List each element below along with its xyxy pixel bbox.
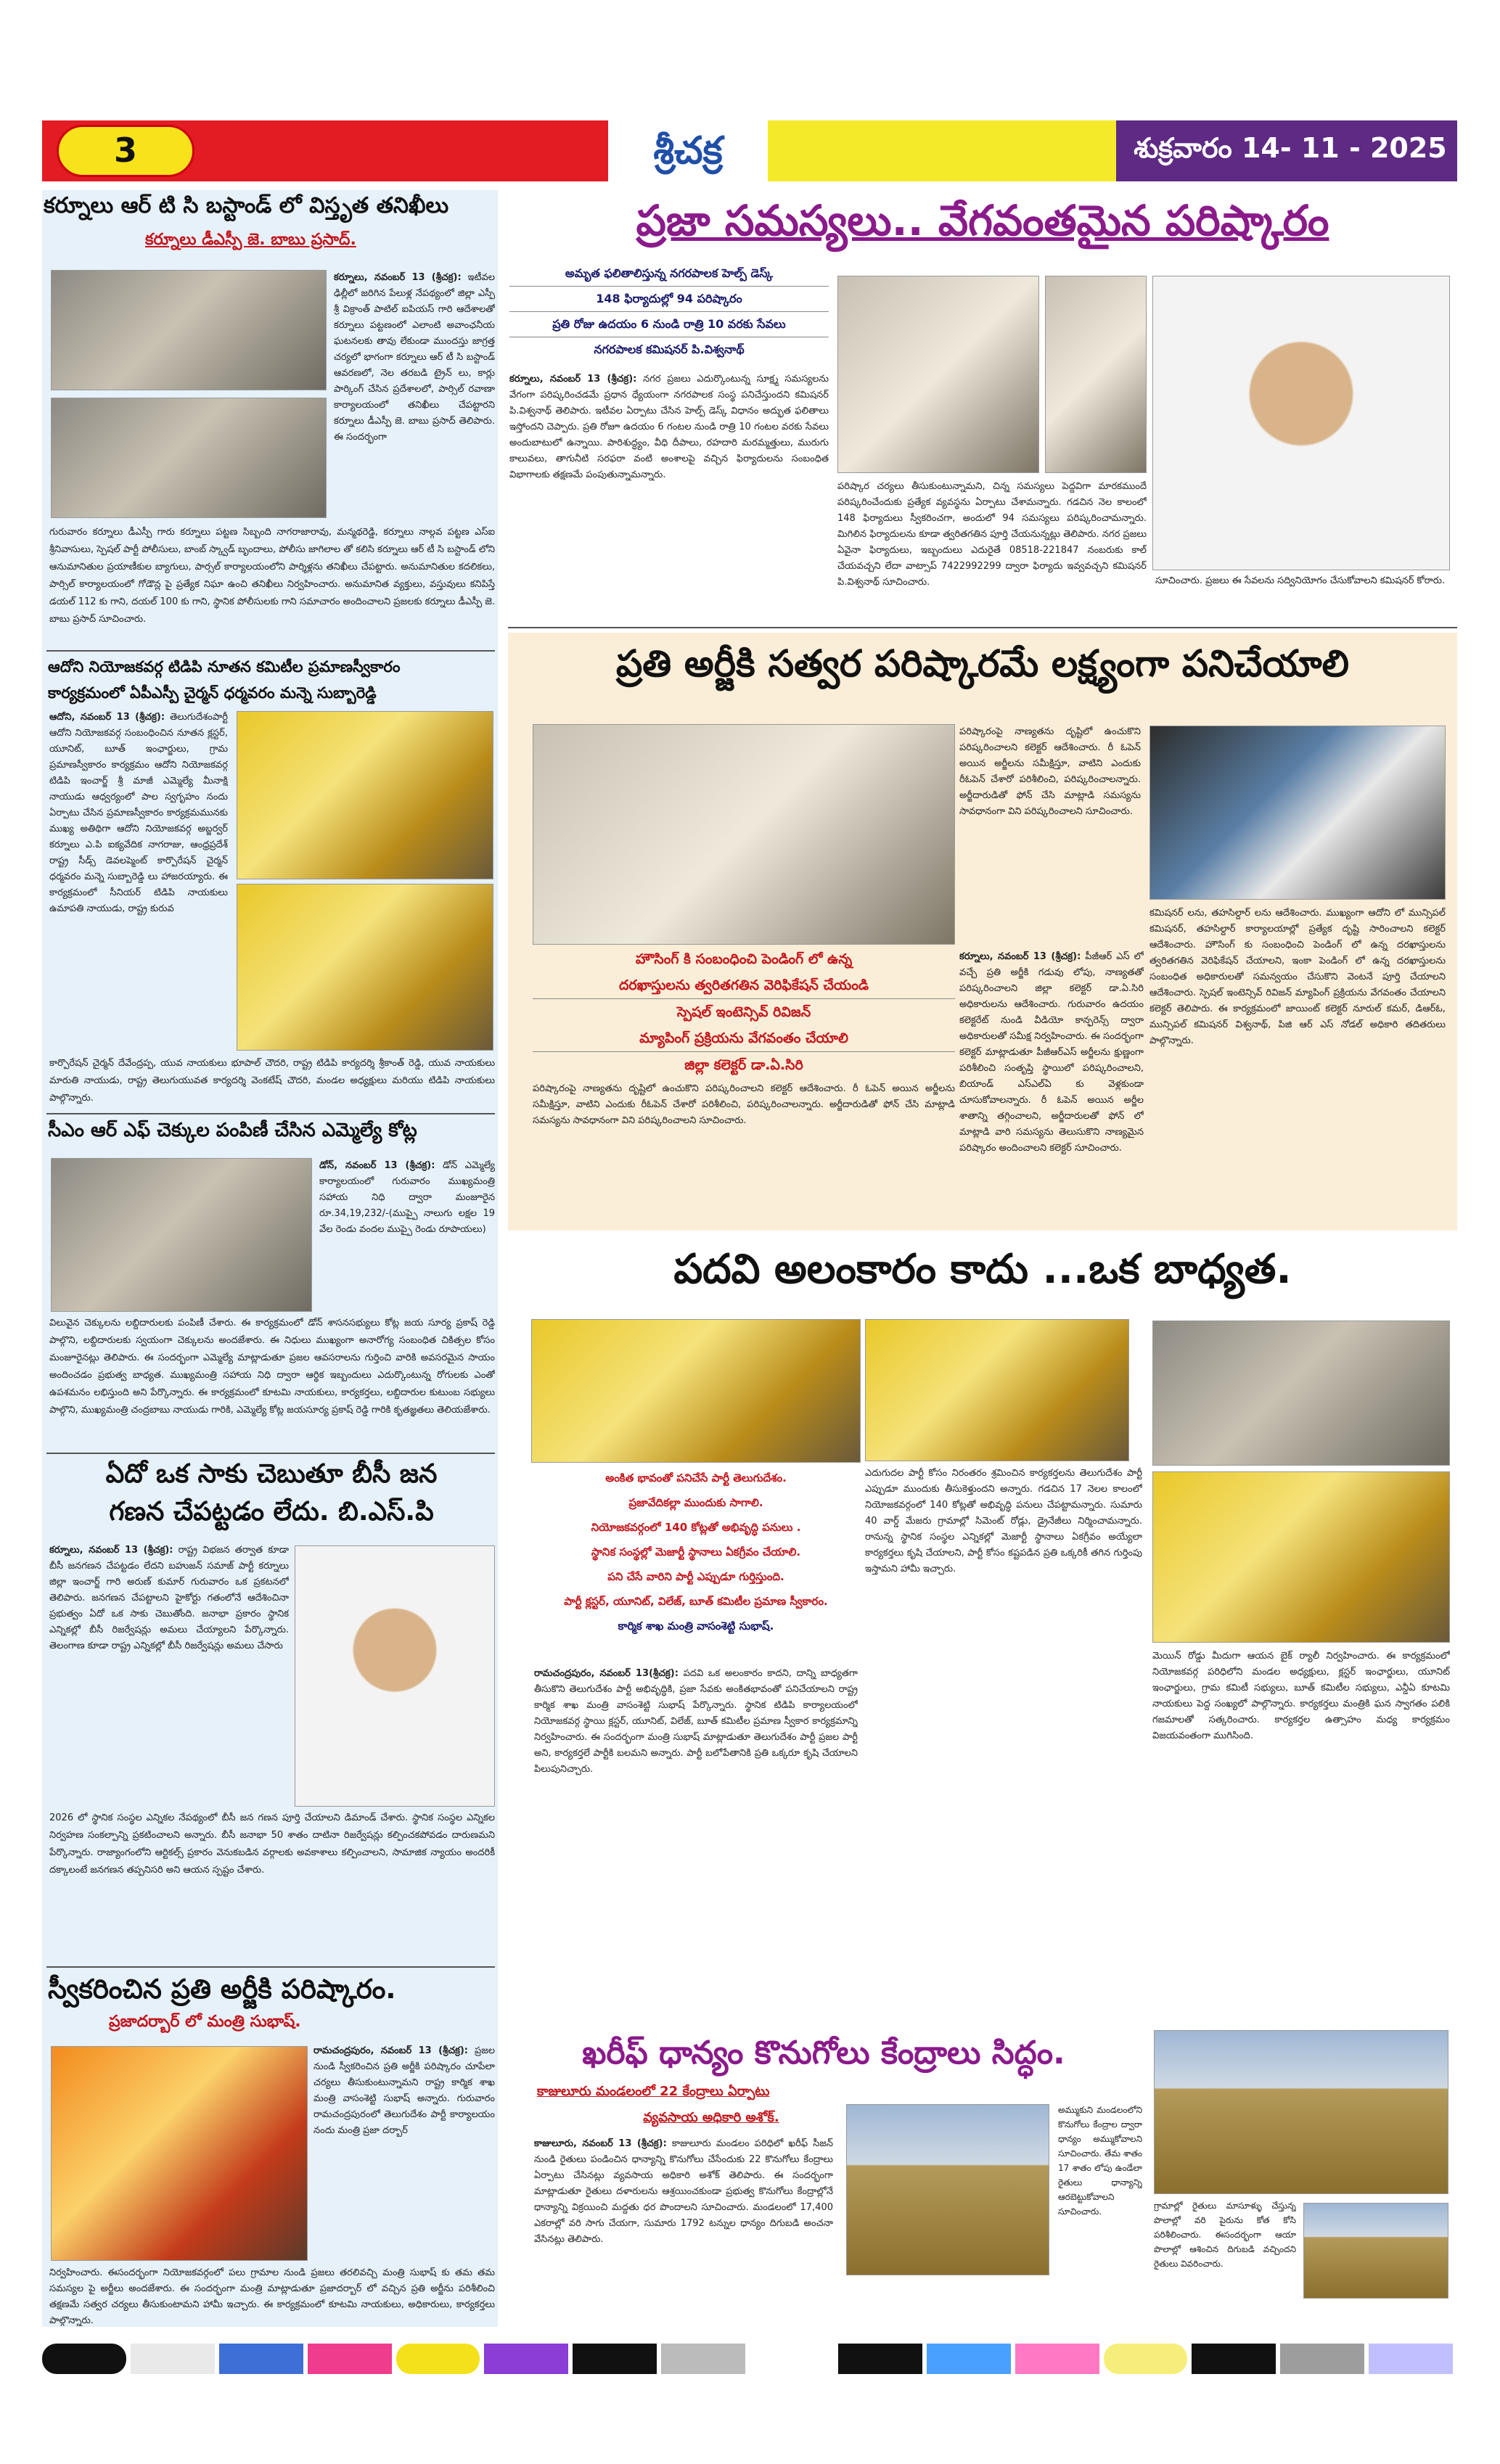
kharif-body-text: కాజులూరు మండలం పరిధిలో ఖరీఫ్ సీజన్ నుండి రైతులు పండించిన ధాన్యాన్ని కొనుగోలు చేసేందుకు 22 కొనుగోలు కేంద్రాలు ఏర్పాటు చేసినట్లు వ్యవసాయ అధికారి అశోక్ తెలిపారు. ఈ సందర్భంగా మాట్లాడుతూ రైతులు దళారులను ఆశ్రయించకుండా ప్రభుత్వ కొనుగోలు కేంద్రాల్లోనే ధాన్యాన్ని విక్రయించి మద్దతు ధర పొందాలని సూచించారు. మండలంలో 17,400 ఎకరాల్లో వరి సాగు చేయగా, సుమారు 1792 టన్నుల ధాన్యం దిగుబడి అంచనా వేసినట్లు తెలిపారు. [534, 2138, 833, 2245]
collector-info-line-4: మ్యాపింగ్ ప్రక్రియను వేగవంతం చేయాలి [533, 1025, 955, 1052]
collector-dateline: కర్నూలు, నవంబర్ 13 (శ్రీచక్ర): [959, 951, 1081, 962]
a1-side-text [334, 270, 495, 520]
a4-headline-1: ఏదో ఒక సాకు చెబుతూ బీసీ జన [105, 1459, 438, 1489]
a4-photo [295, 1545, 495, 1807]
a5-side-text [313, 2043, 495, 2261]
a5-subheadline: ప్రజాదర్బార్ లో మంత్రి సుభాష్. [109, 2013, 301, 2031]
banner-photo-caption: సూచించారు. ప్రజలు ఈ సేవలను సద్వినియోగం చేసుకోవాలని కమిషనర్ కోరారు. [1155, 575, 1446, 586]
left-divider-2 [46, 1113, 495, 1114]
footer-color-cell [838, 2344, 922, 2374]
duty-info-line-1: అంకిత భావంతో పనిచేసే పార్టీ తెలుగుదేశం. [605, 1471, 787, 1484]
a4-side-body: రాష్ట్ర విభజన తర్వాత కూడా బీసీ జనగణన చేపట్టడం లేదని బహుజన్ సమాజ్ పార్టీ కర్నూలు జిల్లా ఇంచార్జ్ గారి అరుణ్ కుమార్ గురువారం ఒక ప్రకటనలో తెలిపారు. జనగణన చేపట్టాలని హైకోర్టు గతంలోనే ఆదేశించినా ప్రభుత్వం ఏదో ఒక సాకు చెబుతోంది. జనాభా ప్రకారం స్థానిక ఎన్నికల్లో బీసీ రిజర్వేషన్లు అమలు చేయ్యాలని పేర్కొన్నారు. తెలంగాణ కూడా రాష్ట్ర ఎన్నికల్లో బీసీ రిజర్వేషన్లు అమలు చేసారు [49, 1545, 289, 1651]
left-divider-4 [46, 1966, 495, 1968]
duty-info-line-6: పార్టీ క్లస్టర్, యూనిట్, విలేజ్, బూత్ కమిటీల ప్రమాణ స్వీకారం. [564, 1595, 828, 1608]
collector-info-line-1: హౌసింగ్ కి సంబంధించి పెండింగ్ లో ఉన్న [635, 951, 853, 967]
a5-body: నిర్వహించారు. ఈసందర్భంగా నియోజకవర్గంలో పలు గ్రామాల నుండి ప్రజలు తరలివచ్చి మంత్రి సుభాష్ కు తమ తమ సమస్యల పై అర్జీలు అందజేశారు. ఈ సందర్భంగా మంత్రి మాట్లాడుతూ ప్రజాదర్బార్ లో వచ్చిన ప్రతి అర్జీను పరిశీలించి తక్షణమే సత్వర చర్యలు తీసుకుంటామని హామీ ఇచ్చారు. ఈ కార్యక్రమంలో కూటమి నాయకులు, అధికారులు, కార్యకర్తలు పాల్గొన్నారు. [49, 2267, 495, 2326]
duty-info-line-3: నియోజకవర్గంలో 140 కోట్లతో అభివృద్ధి పనులు . [591, 1521, 801, 1534]
duty-info-line-7: కార్మిక శాఖ మంత్రి వాసంశెట్టి సుభాష్. [618, 1619, 774, 1633]
banner-info-line-3: ప్రతి రోజు ఉదయం 6 నుండి రాత్రి 10 వరకు సేవలు [509, 312, 829, 337]
a1-photo-bottom [51, 398, 327, 518]
collector-photo-screen [1149, 726, 1446, 900]
kharif-right-text: గ్రామాల్లో రైతులు మాసూళ్ళు చేస్తున్న పొలాల్లో వరి పైరును కోత కోసి పరిశీలించారు. ఈసందర్భంగా ఆయా పొలాల్లో ఆశించిన దిగుబడి వచ్చిందని రైతులు వివరించారు. [1154, 2201, 1296, 2269]
duty-photo-2 [865, 1319, 1129, 1461]
collector-side-text: కమిషనర్ లను, తహసిల్దార్ లను ఆదేశించారు. ముఖ్యంగా ఆదోని లో మున్సిపల్ కమిషనర్, తహసిల్దార్ కార్యాలయాల్లో ప్రత్యేక దృష్టి సారించాలని కలెక్టర్ ఆదేశించారు. హౌసింగ్ కు సంబంధించి పెండింగ్ లో ఉన్న దరఖాస్తులను త్వరితగతిన వెరిఫికేషన్ చేయాలని, ఇంకా పెండింగ్ లో ఉన్న దరఖాస్తులను సంబంధిత అధికారులతో సమన్వయం చేసుకొని వెంటనే పూర్తి చేయాలని ఆదేశించారు. స్పెషల్ ఇంటెన్సివ్ రివిజన్ మ్యాపింగ్ ప్రక్రియను వేగవంతం చేయాలని కలెక్టర్ తెలిపారు. ఈ కార్యక్రమంలో జాయింట్ కలెక్టర్ నూరుల్ కమర్, డిఆర్ఓ, మున్సిపల్ కమిషనర్ విశ్వనాథ్, పిజి ఆర్ ఎస్ నోడల్ అధికారి తదితరులు పాల్గొన్నారు. [1149, 908, 1446, 1046]
duty-dateline: రామచంద్రపురం, నవంబర్ 13(శ్రీచక్ర): [534, 1668, 679, 1679]
footer-color-band [42, 2344, 1457, 2374]
banner-info-box [509, 261, 829, 369]
footer-color-cell [484, 2344, 568, 2374]
footer-color-cell [1280, 2344, 1364, 2374]
collector-info-box [533, 946, 955, 1077]
a1-headline: కర్నూలు ఆర్ టి సి బస్టాండ్ లో విస్తృత తనిఖీలు [44, 193, 449, 218]
kharif-photo-1 [846, 2104, 1049, 2275]
a2-photo-top [237, 711, 493, 879]
footer-color-cell [750, 2344, 834, 2374]
a3-headline: సీఎం ఆర్ ఎఫ్ చెక్కుల పంపిణీ చేసిన ఎమ్మెల్యే కోట్ల [48, 1120, 417, 1141]
footer-color-cell [308, 2344, 392, 2374]
banner-info-line-4: నగరపాలక కమిషనర్ పి.విశ్వనాథ్ [594, 342, 745, 356]
collector-title: ప్రతి అర్జీకి సత్వర పరిష్కారమే లక్ష్యంగా పనిచేయాలి [616, 643, 1349, 686]
logo: శ్రీచక్ర [608, 120, 768, 181]
duty-info-line-5: పని చేసే వారిని పార్టీ ఎప్పుడూ గుర్తిస్తుంది. [607, 1570, 784, 1583]
duty-info-box [534, 1466, 858, 1662]
footer-color-cell [661, 2344, 745, 2374]
banner-body-left [509, 371, 829, 621]
a3-side-body: డోన్ ఎమ్మెల్యే కార్యాలయంలో గురువారం ముఖ్యమంత్రి సహాయ నిధి ద్వారా మంజూరైన రూ.34,19,232/-(ముప్పై నాలుగు లక్షల 19 వేల రెండు వందల ముప్పై రెండు రూపాయలు) [319, 1160, 495, 1235]
banner-info-line-1: అమృత ఫలితాలిస్తున్న నగరపాలక హెల్ప్ డెస్క్ [509, 261, 829, 287]
collector-photo-meeting [533, 724, 955, 945]
kharif-photo-3 [1303, 2203, 1448, 2299]
duty-body-mid: ఎదుగుదల పార్టీ కోసం నిరంతరం శ్రమించిన కార్యకర్తలను తెలుగుదేశం పార్టీ ఎప్పుడూ ముందుకు తీసుకెళ్తుందని అన్నారు. గడచిన 17 నెలల కాలంలో నియోజకవర్గంలో 140 కోట్లతో అభివృద్ధి పనులు చేపట్టామన్నారు. సుమారు 40 వార్డ్ మేజరు గ్రామాల్లో సిమెంట్ రోడ్లు, డ్రైనేజీలు నిర్మించామన్నారు. రానున్న స్థానిక సంస్థల ఎన్నికల్లో మెజార్టీ స్థానాలు ఏకగ్రీవం అయ్యేలా కార్యకర్తలు కృషి చేయాలని, పార్టీ కోసం కష్టపడిన ప్రతి ఒక్కరికీ తగిన గుర్తింపు ఇస్తామని హామీ ఇచ్చారు. [865, 1468, 1142, 1574]
section-divider-1 [508, 627, 1457, 628]
masthead [42, 120, 1457, 181]
footer-color-cell [1192, 2344, 1276, 2374]
kharif-title: ఖరీఫ్ ధాన్యం కొనుగోలు కేంద్రాలు సిద్ధం. [582, 2034, 1065, 2071]
a3-photo [51, 1158, 312, 1312]
collector-mid-text: పరిష్కారంపై నాణ్యతను దృష్టిలో ఉంచుకొని పరిష్కరించాలని కలెక్టర్ ఆదేశించారు. రీ ఓపెన్ అయిన అర్జీలను సమీక్షిస్తూ, వాటిని ఎందుకు రీఓపెన్ చేశారో పరిశీలించి, పరిష్కరించాలన్నారు. అర్జీదారుడితో ఫోన్ చేసి మాట్లాడి సమస్యను సావధానంగా విని పరిష్కరించాలని సూచించారు. [959, 726, 1141, 817]
footer-color-cell [219, 2344, 303, 2374]
duty-photo-3 [1152, 1321, 1450, 1466]
a3-body: విలువైన చెక్కులను లబ్దిదారులకు పంపిణీ చేశారు. ఈ కార్యక్రమంలో డోన్ శాసనసభ్యులు కోట్ల జయ సూర్య ప్రకాష్ రెడ్డి పాల్గొని, లబ్దిదారులకు స్వయంగా చెక్కులను అందజేశారు. ఈ నిధులు ముఖ్యంగా అనారోగ్య సంబంధిత చికిత్సల కోసం మంజూరైనట్లు తెలిపారు. ఈ సందర్భంగా ఎమ్మెల్యే మాట్లాడుతూ ప్రజల ఆవసరాలను గుర్తించి వారికి అవసరమైన సాయం అందించడం ప్రభుత్వ బాధ్యత. ముఖ్యమంత్రి సహాయ నిధి ద్వారా ఆర్థిక ఇబ్బందులు ఎదుర్కొంటున్న రోగులకు ఎంతో ఉపశమనం లభిస్తుంది అని పేర్కొన్నారు. ఈ కార్యక్రమంలో కూటమి నాయకులు, కార్యకర్తలు, లబ్దిదారుల కుటుంబ సభ్యులు పాల్గొని, ముఖ్యమంత్రి చంద్రబాబు నాయుడు గారికి, ఎమ్మెల్యే కోట్ల జయసూర్య ప్రకాష్ రెడ్డి గారికి కృతజ్ఞతలు తెలియజేశారు. [49, 1318, 495, 1416]
a1-photo-top [51, 270, 327, 390]
duty-info-line-4: స్థానిక సంస్థల్లో మెజార్టీ స్థానాలు ఏకగ్రీవం చేయాలి. [591, 1545, 801, 1559]
left-divider-3 [46, 1453, 495, 1454]
footer-color-cell [396, 2344, 480, 2374]
footer-color-cell [573, 2344, 657, 2374]
a4-headline-2: గణన చేపట్టడం లేదు. బి.ఎస్.పి [109, 1497, 434, 1527]
duty-body-left-text: పదవి ఒక అలంకారం కాదని, దాన్ని బాధ్యతగా తీసుకొని తెలుగుదేశం పార్టీ అభివృద్ధికి, ప్రజా సేవకు అంకితభావంతో పనిచేయాలని రాష్ట్ర కార్మిక శాఖ మంత్రి వాసంశెట్టి సుభాష్ పేర్కొన్నారు. స్థానిక టిడిపి కార్యాలయంలో నియోజకవర్గ స్థాయి క్లస్టర్, యూనిట్, విలేజ్, బూత్ కమిటీల ప్రమాణ స్వీకార కార్యక్రమాన్ని నిర్వహించారు. ఈ సందర్భంగా మంత్రి సుభాష్ మాట్లాడుతూ తెలుగుదేశం పార్టీ ప్రజల పార్టీ అని, కార్యకర్తలే పార్టీకి బలమని అన్నారు. పార్టీ బలోపేతానికి ప్రతి ఒక్కరూ కృషి చేయాలని పిలుపునిచ్చారు. [534, 1668, 858, 1775]
footer-color-cell [42, 2344, 126, 2374]
kharif-subheadline-2: వ్యవసాయ అధికారి అశోక్. [643, 2110, 779, 2125]
banner-photo-commissioner [1152, 276, 1450, 570]
collector-body-left: పరిష్కారంపై నాణ్యతను దృష్టిలో ఉంచుకొని పరిష్కరించాలని కలెక్టర్ ఆదేశించారు. రీ ఓపెన్ అయిన అర్జీలను సమీక్షిస్తూ, వాటిని ఎందుకు రీఓపెన్ చేశారో పరిశీలించి, పరిష్కరించాలన్నారు. అర్జీదారుడితో ఫోన్ చేసి మాట్లాడి సమస్యను సావధానంగా విని పరిష్కరించాలని సూచించారు. [533, 1083, 955, 1126]
a2-headline-2: కార్యక్రమంలో ఏపీఎస్పీ చైర్మన్ ధర్మవరం మన్నె సుబ్బారెడ్డి [48, 684, 377, 702]
footer-color-cell [1104, 2344, 1188, 2374]
duty-info-line-2: ప్రజావేదికల్లా ముందుకు సాగాలి. [628, 1496, 763, 1509]
a3-side-text [319, 1158, 495, 1312]
collector-info-line-2: దరఖాస్తులను త్వరితగతిన వెరిఫికేషన్ చేయండి [533, 972, 955, 999]
a1-subheadline: కర్నూలు డీఎస్పీ జె. బాబు ప్రసాద్. [145, 231, 356, 249]
duty-photo-1 [531, 1319, 861, 1463]
banner-body-left-text: నగర ప్రజలు ఎదుర్కొంటున్న సూక్ష్మ సమస్యలను వేగంగా పరిష్కరించడమే ప్రధాన ధ్యేయంగా నగరపాలక సంస్థ పనిచేస్తుందని కమిషనర్ పి.విశ్వనాథ్ తెలిపారు. ఇటీవల ఏర్పాటు చేసిన హెల్ప్ డెస్క్ విధానం అద్భుత ఫలితాలు ఇస్తోందని చెప్పారు. ప్రతి రోజూ ఉదయం 6 గంటల నుండి రాత్రి 10 గంటల వరకు సేవలు అందుబాటులో ఉన్నాయి. పారిశుద్ధ్యం, వీధి దీపాలు, రహదారి మరమ్మత్తులు, మురుగు కాలువలు, తాగునీటి సరఫరా వంటి అంశాలపై వచ్చిన ఫిర్యాదులను సంబంధిత విభాగాలకు తక్షణమే పంపుతున్నామన్నారు. [509, 374, 829, 480]
a5-headline: స్వీకరించిన ప్రతి అర్జీకి పరిష్కారం. [48, 1974, 396, 2005]
a2-dateline: ఆదోని, నవంబర్ 13 (శ్రీచక్ర): [49, 712, 165, 723]
banner-photo-1 [837, 276, 1039, 473]
a5-side-body: ప్రజల నుండి స్వీకరించిన ప్రతి అర్జీకి పరిష్కారం చూపేలా చర్యలు తీసుకుంటున్నామని రాష్ట్ర కార్మిక శాఖ మంత్రి వాసంశెట్టి సుభాష్ అన్నారు. గురువారం రామచంద్రపురంలో తెలుగుదేశం పార్టీ కార్యాలయం నందు మంత్రి ప్రజా దర్బార్ [313, 2045, 495, 2136]
collector-body-text: పీజీఆర్ ఎస్ లో వచ్చే ప్రతి అర్జీకి గడువు లోపు, నాణ్యతతో పరిష్కరించాలని జిల్లా కలెక్టర్ డా.ఏ.సిరి అధికారులను ఆదేశించారు. గురువారం ఉదయం కలెక్టరేట్ నుండి వీడియో కాన్ఫరెన్స్ ద్వారా అధికారులతో సమీక్ష నిర్వహించారు. ఈ సందర్భంగా కలెక్టర్ మాట్లాడుతూ పీజీఆర్ఎస్ అర్జీలను క్షుణ్ణంగా పరిశీలించి సంతృప్తి స్థాయిలో పరిష్కరించాలని, బియాండ్ ఎస్ఎల్ఏ కు వెళ్లకుండా చూసుకోవాలన్నారు. రీ ఓపెన్ అయిన అర్జీల శాతాన్ని తగ్గించాలని, అర్జీదారులతో ఫోన్ లో మాట్లాడి వారి సమస్యను తెలుసుకొని నాణ్యమైన పరిష్కారం అందించాలని కలెక్టర్ సూచించారు. [959, 951, 1144, 1154]
footer-color-cell [1015, 2344, 1099, 2374]
a2-body: కార్పొరేషన్ చైర్మన్ దేవేంద్రప్ప, యువ నాయకులు భూపాల్ చౌదరి, రాష్ట్ర టిడిపి కార్యదర్శి శ్రీకాంత్ రెడ్డి, యువ నాయకులు మారుతి నాయుడు, రాష్ట్ర తెలుగుయువత కార్యదర్శి వెంకటేష్ చౌదరి, మండల అధ్యక్షులు మరియు టిడిపి నాయకులు పాల్గొన్నారు. [49, 1058, 495, 1104]
footer-color-cell [131, 2344, 215, 2374]
issue-date: శుక్రవారం 14- 11 - 2025 [1134, 132, 1447, 164]
a2-side-body: తెలుగుదేశంపార్టీ ఆదోని నియోజకవర్గ సంబంధించిన నూతన క్లస్టర్, యూనిట్, బూత్ ఇంఛార్జులు, గ్రామ ప్రమాణస్వీకారం కార్యక్రమం ఆదోని నియోజకవర్గ టిడిపి ఇంచార్జ్ శ్రీ మాజీ ఎమ్మెల్యే మీనాక్షి నాయుడు ఆధ్వర్యంలో పాల స్వగృహం నందు ఏర్పాటు చేసిన ప్రమాణస్వీకారం కార్యక్రమమునకు ముఖ్య అతిథిగా ఆదోని నియోజకవర్గ అబ్జర్వర్ కర్నూలు ఎ.పి ఐక్యవేదిక నాగరాజు, ఆంధ్రప్రదేశ్ రాష్ట్ర సీడ్స్ డెవలప్మెంట్ కార్పొరేషన్ చైర్మన్ ధర్మవరం మన్నె సుబ్బారెడ్డి లు హాజరయ్యారు. ఈ కార్యక్రమంలో సీనియర్ టిడిపి నాయకులు ఉమాపతి నాయుడు, రాష్ట్ర కురువ [49, 712, 228, 914]
page-number: 3 [113, 131, 137, 170]
a4-dateline: కర్నూలు, నవంబర్ 13 (శ్రీచక్ర): [49, 1545, 173, 1556]
a3-dateline: డోన్, నవంబర్ 13 (శ్రీచక్ర): [319, 1160, 435, 1171]
kharif-body [534, 2136, 833, 2328]
a4-body: 2026 లో స్థానిక సంస్థల ఎన్నికల నేపథ్యంలో బీసీ జన గణన పూర్తి చేయాలని డిమాండ్ చేశారు. స్థానిక సంస్థల ఎన్నికల నిర్వహణ సంకల్పాన్ని ప్రకటించాలని అన్నారు. బీసీ జనాభా 50 శాతం దాటినా రిజర్వేషన్లు కల్పించకపోవడం దారుణమని పేర్కొన్నారు. రాజ్యాంగంలోని ఆర్టికల్స్ ప్రకారం వెనుకబడిన వర్గాలకు అవకాశాలు కల్పించాలని, సామాజిక న్యాయం అందరికీ దక్కాలంటే జనగణన తప్పనిసరి అని ఆయన స్పష్టం చేశారు. [49, 1812, 495, 1876]
banner-dateline: కర్నూలు, నవంబర్ 13 (శ్రీచక్ర): [509, 374, 637, 385]
kharif-dateline: కాజులూరు, నవంబర్ 13 (శ్రీచక్ర): [534, 2138, 667, 2149]
duty-photo-4 [1152, 1471, 1450, 1643]
a2-side-text [49, 710, 228, 1051]
kharif-mid-text: అమ్ముకుని మండలంలోని కొనుగోలు కేంద్రాల ద్వారా ధాన్యం అమ్ముకోవాలని సూచించారు. తేమ శాతం 17 శాతం లోపు ఉండేలా రైతులు ధాన్యాన్ని ఆరబెట్టుకోవాలని సూచించారు. [1058, 2105, 1142, 2217]
a5-photo [51, 2046, 308, 2261]
a1-side-body: ఇటీవల ఢిల్లీలో జరిగిన పేలుళ్ల నేపథ్యంలో జిల్లా ఎస్పీ శ్రీ విక్రాంత్ పాటిల్ ఐపియస్ గారి ఆదేశాలతో కర్నూలు పట్టణంలో ఎలాంటి అవాంఛనీయ ఘటనలకు తావు లేకుండా ముందస్తు జాగ్రత్త చర్యలో భాగంగా కర్నూలు ఆర్ టీ సి బస్టాండ్ ఆవరణలో, నెల తరబడి ట్రైన్ లు, కార్లు పార్కింగ్ చేసిన ప్రదేశాలలో, పార్సిల్ రవాణా కార్యాలయంలో తనిఖీలు చేపట్టారని కర్నూలు డీఎస్పీ జె. బాబు ప్రసాద్ తెలిపారు. ఈ సందర్భంగా [334, 272, 495, 443]
footer-color-cell [1369, 2344, 1453, 2374]
banner-title: ప్రజా సమస్యలు.. వేగవంతమైన పరిష్కారం [636, 196, 1329, 245]
a2-headline-1: ఆదోని నియోజకవర్గ టిడిపి నూతన కమిటీల ప్రమాణస్వీకారం [48, 658, 401, 675]
banner-info-line-2: 148 ఫిర్యాదుల్లో 94 పరిష్కారం [509, 287, 829, 312]
kharif-photo-2 [1154, 2030, 1448, 2194]
duty-body-right: మెయిన్ రోడ్డు మీదుగా ఆయన బైక్ ర్యాలీ నిర్వహించారు. ఈ కార్యక్రమంలో నియోజకవర్గ పరిధిలోని మండల అధ్యక్షులు, క్లస్టర్ ఇంఛార్జులు, యూనిట్ ఇంఛార్జులు, గ్రామ కమిటీ సభ్యులు, బూత్ కమిటీల సభ్యులు, ఎన్డీఏ కూటమి నాయకులు పెద్ద సంఖ్యలో పాల్గొన్నారు. కార్యకర్తలు మంత్రికి ఘన స్వాగతం పలికి గజమాలతో సత్కరించారు. కార్యకర్తల ఉత్సాహం మధ్య కార్యక్రమం విజయవంతంగా ముగిసింది. [1152, 1651, 1450, 1741]
left-divider-1 [46, 650, 495, 652]
kharif-subheadline-1: కాజులూరు మండలంలో 22 కేంద్రాలు ఏర్పాటు [537, 2084, 770, 2099]
collector-info-line-3: స్పెషల్ ఇంటెన్సివ్ రివిజన్ [676, 1004, 811, 1020]
banner-photo-2 [1045, 276, 1147, 473]
duty-body-left [534, 1666, 858, 2030]
a1-body: గురువారం కర్నూలు డీఎస్పీ గారు కర్నూలు పట్టణ సిబ్బంది నాగరాజారావు, మన్మథరెడ్డి, కర్నూలు నాల్గవ పట్టణ ఎస్ఐ శ్రీనివాసులు, స్పెషల్ పార్టీ పోలీసులు, బాంబ్ స్క్వాడ్ బృందాలు, పోలీసు జాగిలాల తో కలిసి కర్నూలు ఆర్ టీ సి బస్టాండ్ లోని ఆనుమానితుల ప్రయాణీకుల బ్యాగులు, పార్సల్ కార్యాలయంలోని పార్శిళ్లను తనిఖీలు చేపట్టారు. అనుమానితుల కదలికలు, పార్సిల్ కార్యాలయంలో గోడౌన్ల పై ప్రత్యేక నిఘా ఉంచి తనిఖీలు నిర్వహించారు. అనుమానిత వ్యక్తులు, వస్తువులు కనిపిస్తే డయల్ 112 కు గాని, దయల్ 100 కు గాని, స్థానిక పోలీసులకు గాని సమాచారం అందించాలని ప్రజలకు కర్నూలు డీఎస్పీ జె. బాబు ప్రసాద్ సూచించారు. [49, 527, 495, 625]
a4-side-text [49, 1543, 289, 1804]
a2-photo-bottom [237, 884, 493, 1051]
banner-body-right: పరిష్కార చర్యలు తీసుకుంటున్నామని, చిన్న సమస్యలు పెద్దవిగా మారకముందే పరిష్కరించేందుకు ప్రత్యేక వ్యవస్థను ఏర్పాటు చేశామన్నారు. గడచిన నెల కాలంలో 148 ఫిర్యాదులు స్వీకరించగా, అందులో 94 సమస్యలు పరిష్కరించామన్నారు. మిగిలిన ఫిర్యాదులను కూడా త్వరితగతిన పూర్తి చేయనున్నట్లు తెలిపారు. నగర ప్రజలు ఏవైనా ఫిర్యాదులు, ఇబ్బందులు ఎదురైతే 08518-221847 నంబరుకు కాల్ చేయవచ్చని లేదా వాట్సాప్ 7422992299 ద్వారా ఫిర్యాదు ఇవ్వవచ్చని కమిషనర్ పి.విశ్వనాథ్ సూచించారు. [837, 481, 1147, 588]
a5-dateline: రామచంద్రపురం, నవంబర్ 13 (శ్రీచక్ర): [313, 2045, 469, 2056]
collector-info-line-5: జిల్లా కలెక్టర్ డా.ఏ.సిరి [684, 1057, 803, 1073]
a1-dateline: కర్నూలు, నవంబర్ 13 (శ్రీచక్ర): [334, 272, 462, 283]
footer-color-cell [927, 2344, 1011, 2374]
collector-body [959, 949, 1144, 1222]
duty-title: పదవి అలంకారం కాదు ...ఒక బాధ్యత. [673, 1246, 1292, 1293]
